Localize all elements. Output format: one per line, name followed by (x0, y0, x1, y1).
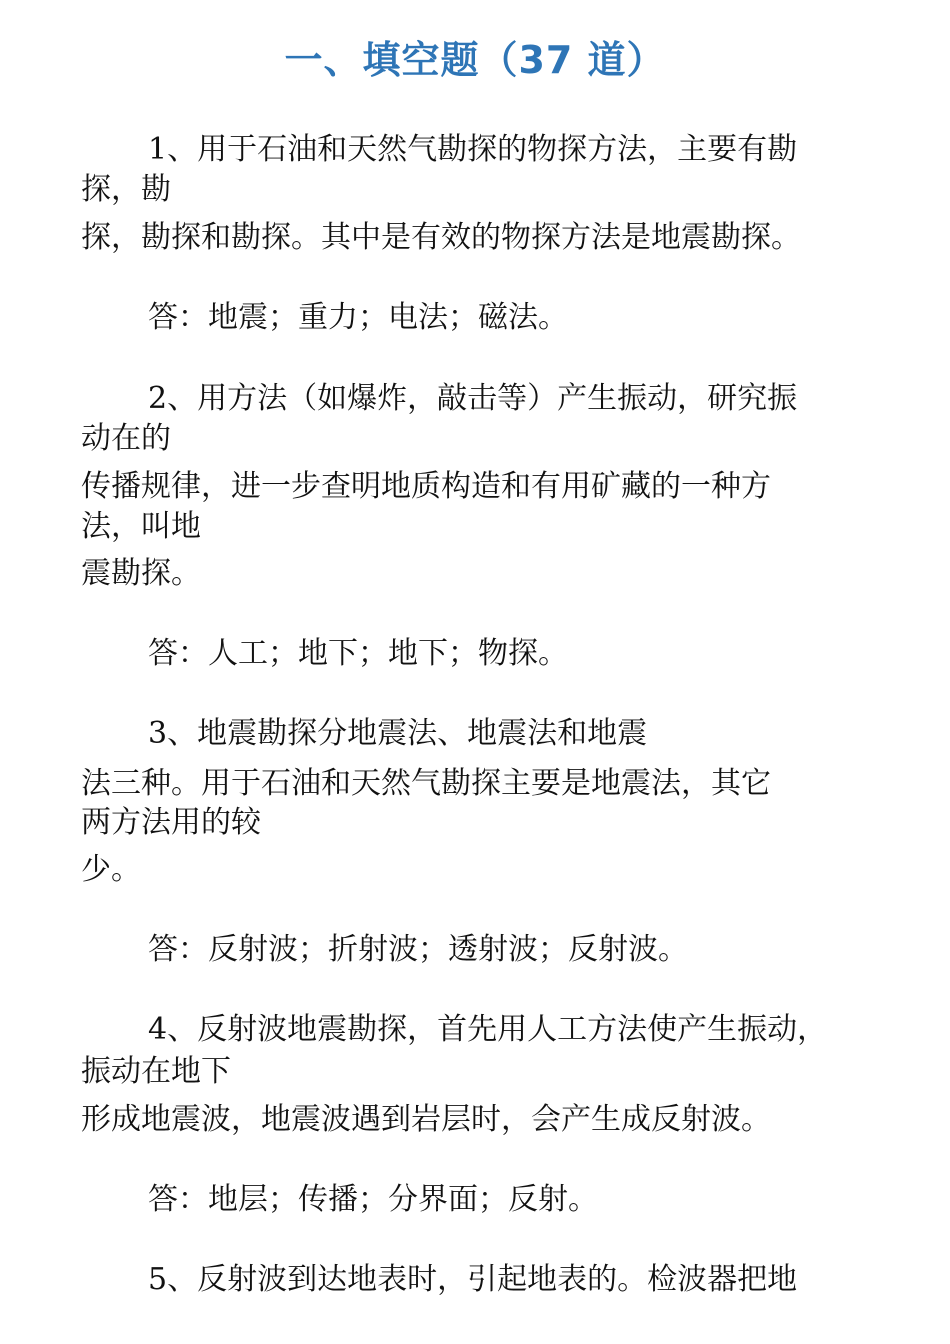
q4-answer: 答：地层；传播；分界面；反射。 (148, 1182, 598, 1217)
q1-line-1: 1、用于石油和天然气勘探的物探方法，主要有勘 (148, 132, 798, 167)
q1-line-3: 探，勘探和勘探。其中是有效的物探方法是地震勘探。 (81, 220, 801, 255)
q3-answer: 答：反射波；折射波；透射波；反射波。 (148, 932, 688, 967)
q5-line-1: 5、反射波到达地表时，引起地表的。检波器把地 (148, 1262, 798, 1297)
q2-line-5: 震勘探。 (81, 556, 201, 591)
q2-line-2: 动在的 (81, 421, 171, 456)
q2-line-3: 传播规律，进一步查明地质构造和有用矿藏的一种方 (81, 469, 771, 504)
q2-line-4: 法，叫地 (81, 509, 201, 544)
q3-line-2: 法三种。用于石油和天然气勘探主要是地震法，其它 (81, 766, 771, 801)
q4-line-3: 形成地震波，地震波遇到岩层时，会产生成反射波。 (81, 1102, 771, 1137)
q3-line-1: 3、地震勘探分地震法、地震法和地震 (148, 716, 648, 751)
q3-line-4: 少。 (81, 852, 141, 887)
q4-line-2: 振动在地下 (81, 1054, 231, 1089)
q3-line-3: 两方法用的较 (81, 805, 261, 840)
q2-answer: 答：人工；地下；地下；物探。 (148, 636, 568, 671)
q2-line-1: 2、用方法（如爆炸，敲击等）产生振动，研究振 (148, 381, 798, 416)
section-title: 一、填空题（37 道） (284, 38, 666, 82)
q1-line-2: 探，勘 (81, 172, 171, 207)
q1-answer: 答：地震；重力；电法；磁法。 (148, 300, 568, 335)
q4-line-1: 4、反射波地震勘探，首先用人工方法使产生振动， (148, 1012, 828, 1047)
